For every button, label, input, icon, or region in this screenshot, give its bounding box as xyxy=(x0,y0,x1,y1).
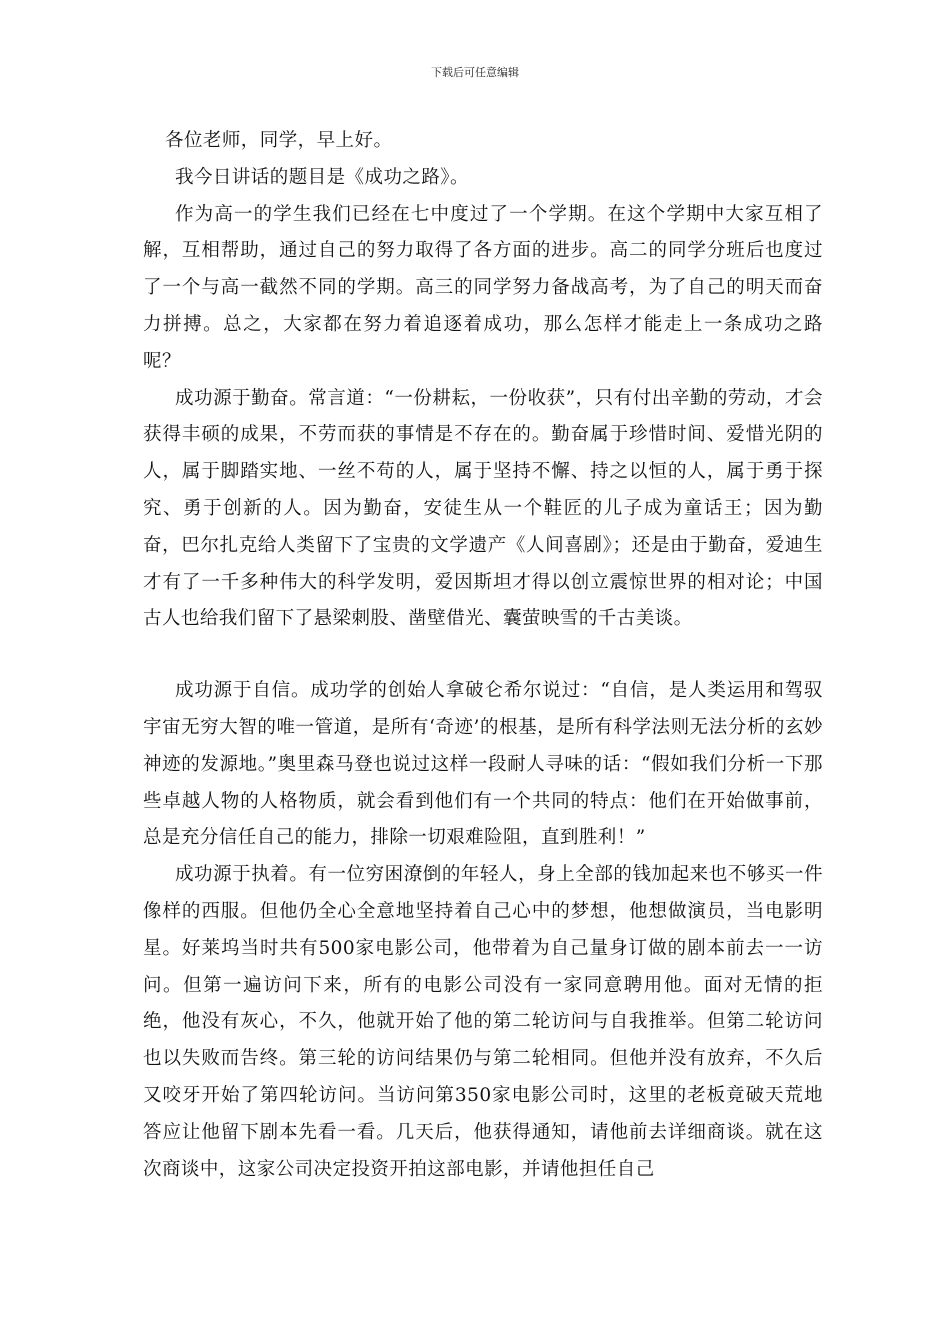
document-body xyxy=(143,123,823,1188)
topic-paragraph: 我今日讲话的题目是《成功之路》。 xyxy=(175,166,469,188)
confidence-paragraph: 成功源于自信。成功学的创始人拿破仑希尔说过：“自信，是人类运用和驾驭宇宙无穷大智的唯一管道，是所有‘奇迹’的根基，是所有科学法则无法分析的玄妙神迹的发源地。”奥里森马登也说过这样一段耐人寻味的话：“假如我们分析一下那些卓越人物的人格物质，就会看到他们有一个共同的特点：他们在开始做事前，总是充分信任自己的能力，排除一切艰难险阻，直到胜利！” xyxy=(143,680,823,849)
header-note: 下载后可任意编辑 xyxy=(431,66,519,79)
persistence-paragraph: 成功源于执着。有一位穷困潦倒的年轻人，身上全部的钱加起来也不够买一件像样的西服。但他仍全心全意地坚持着自己心中的梦想，他想做演员，当电影明星。好莱坞当时共有500家电影公司，他带着为自己量身订做的剧本前去一一访问。但第一遍访问下来，所有的电影公司没有一家同意聘用他。面对无情的拒绝，他没有灰心，不久，他就开始了他的第二轮访问与自我推举。但第二轮访问也以失败而告终。第三轮的访问结果仍与第二轮相同。但他并没有放弃，不久后又咬牙开始了第四轮访问。当访问第350家电影公司时，这里的老板竟破天荒地答应让他留下剧本先看一看。几天后，他获得通知，请他前去详细商谈。就在这次商谈中，这家公司决定投资开拍这部电影，并请他担任自己 xyxy=(143,864,823,1180)
intro-paragraph: 作为高一的学生我们已经在七中度过了一个学期。在这个学期中大家互相了解，互相帮助，通过自己的努力取得了各方面的进步。高二的同学分班后也度过了一个与高一截然不同的学期。高三的同学努力备战高考，为了自己的明天而奋力拼搏。总之，大家都在努力着追逐着成功，那么怎样才能走上一条成功之路呢？ xyxy=(143,203,823,372)
diligence-paragraph: 成功源于勤奋。常言道：“一份耕耘，一份收获”，只有付出辛勤的劳动，才会获得丰硕的成果，不劳而获的事情是不存在的。勤奋属于珍惜时间、爱惜光阴的人，属于脚踏实地、一丝不苟的人，属于坚持不懈、持之以恒的人，属于勇于探究、勇于创新的人。因为勤奋，安徒生从一个鞋匠的儿子成为童话王；因为勤奋，巴尔扎克给人类留下了宝贵的文学遗产《人间喜剧》；还是由于勤奋，爱迪生才有了一千多种伟大的科学发明，爱因斯坦才得以创立震惊世界的相对论；中国古人也给我们留下了悬梁刺股、凿壁借光、囊萤映雪的千古美谈。 xyxy=(143,387,823,630)
greeting-paragraph: 各位老师，同学，早上好。 xyxy=(165,130,393,151)
